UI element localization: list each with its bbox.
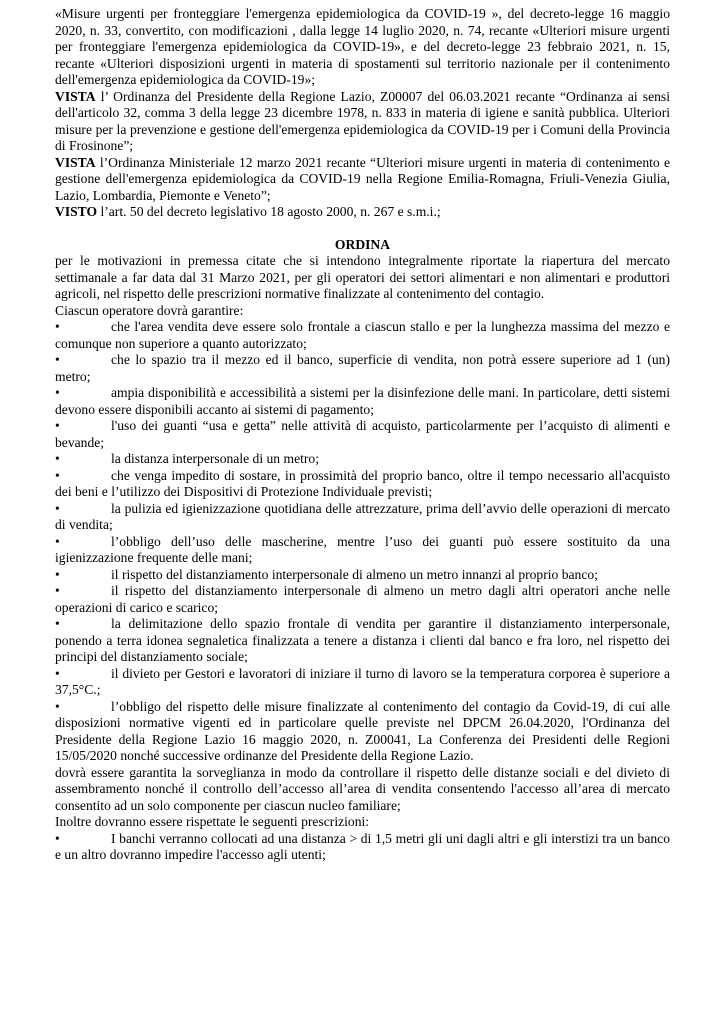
vista-label: VISTA: [55, 154, 96, 170]
list-item: •l’obbligo dell’uso delle mascherine, mentre l’uso dei guanti può essere sostituito da una igienizzazione frequente delle mani;: [55, 534, 670, 567]
operator-requirements-list: [55, 319, 670, 765]
vista-regional-ordinance: [55, 89, 670, 155]
bullet-icon: [55, 451, 111, 468]
list-item: •ampia disponibilità e accessibilità a sistemi per la disinfezione delle mani. In particolare, detti sistemi devono essere disponibili accanto ai sistemi di pagamento;: [55, 385, 670, 418]
further-prescriptions-list: [55, 831, 670, 864]
bullet-icon: [55, 616, 111, 633]
ordina-intro: per le motivazioni in premessa citate che si intendono integralmente riportate la riapertura del mercato settimanale a far data dal 31 Marzo 2021, per gli operatori dei settori alimentari e non alimentari e produttori agricoli, nel rispetto delle prescrizioni normative finalizzate al contenimento del contagio.: [55, 253, 670, 301]
list-item: •che lo spazio tra il mezzo ed il banco, superficie di vendita, non potrà essere superiore ad 1 (un) metro;: [55, 352, 670, 385]
vista-ministerial-ordinance: [55, 155, 670, 205]
vista-label: VISTA: [55, 88, 96, 104]
list-item: •il rispetto del distanziamento interpersonale di almeno un metro dagli altri operatori anche nelle operazioni di carico e scarico;: [55, 583, 670, 616]
list-item: •la distanza interpersonale di un metro;: [55, 451, 670, 468]
list-item: •che l'area vendita deve essere solo frontale a ciascun stallo e per la lunghezza massima del mezzo e comunque non superiore a quanto autorizzato;: [55, 319, 670, 352]
bullet-icon: [55, 468, 111, 485]
bullet-icon: [55, 319, 111, 336]
list-item: •il divieto per Gestori e lavoratori di iniziare il turno di lavoro se la temperatura corporea è superiore a 37,5°C.;: [55, 666, 670, 699]
ordina-heading: ORDINA: [334, 236, 391, 252]
bullet-icon: [55, 534, 111, 551]
bullet-icon: [55, 352, 111, 369]
bullet-icon: [55, 831, 111, 848]
surveillance-paragraph: dovrà essere garantita la sorveglianza in modo da controllare il rispetto delle distanze sociali e del divieto di assembramento nonché il controllo dell’accesso all’area di vendita consentendo l'accesso all’area di mercato consentito ad un solo componente per ciascun nucleo familiare;: [55, 764, 670, 813]
bullet-icon: [55, 418, 111, 435]
bullet-icon: [55, 583, 111, 600]
vista-text: l’Ordinanza Ministeriale 12 marzo 2021 recante “Ulteriori misure urgenti in materia di contenimento e gestione dell'emergenza epidemiologica da COVID-19 nella Regione Emilia-Romagna, Friuli-Venezia Giulia, Lazio, Lombardia, Piemonte e Veneto”;: [55, 154, 670, 203]
bullet-icon: [55, 699, 111, 716]
further-prescriptions-lead: Inoltre dovranno essere rispettate le seguenti prescrizioni:: [55, 814, 370, 829]
list-item: •il rispetto del distanziamento interpersonale di almeno un metro innanzi al proprio banco;: [55, 567, 670, 584]
list-item: •l’obbligo del rispetto delle misure finalizzate al contenimento del contagio da Covid-19, di cui alle disposizioni normative vigenti ed in particolare quelle previste nel DPCM 26.04.2020, l'Ordinanza del Presidente della Regione Lazio 16 maggio 2020, n. Z00041, La Conferenza dei Presidenti delle Regioni 15/05/2020 nonché successive ordinanze del Presidente della Regione Lazio.: [55, 699, 670, 765]
bullet-icon: [55, 567, 111, 584]
vista-text: l’ Ordinanza del Presidente della Regione Lazio, Z00007 del 06.03.2021 recante “Ordinanza ai sensi dell'articolo 32, comma 3 della legge 23 dicembre 1978, n. 833 in materia di igiene e sanità pubblica. Ulteriori misure per la prevenzione e gestione dell'emergenza epidemiologica da COVID-19 per i Comuni della Provincia di Frosinone”;: [55, 88, 670, 153]
list-item: •la pulizia ed igienizzazione quotidiana delle attrezzature, prima dell’avvio delle operazioni di mercato di vendita;: [55, 501, 670, 534]
list-item: •l'uso dei guanti “usa e getta” nelle attività di acquisto, particolarmente per l’acquisto di alimenti e bevande;: [55, 418, 670, 451]
visto-label: VISTO: [55, 204, 98, 219]
bullet-icon: [55, 501, 111, 518]
premise-decree-paragraph: «Misure urgenti per fronteggiare l'emergenza epidemiologica da COVID-19 », del decreto-legge 16 maggio 2020, n. 33, convertito, con modificazioni , dalla legge 14 luglio 2020, n. 74, recante «Ulteriori misure urgenti per fronteggiare l'emergenza epidemiologica da COVID-19», e del decreto-legge 23 febbraio 2021, n. 15, recante «Ulteriori disposizioni urgenti in materia di spostamenti sul territorio nazionale per il contenimento dell'emergenza epidemiologica da COVID-19»;: [55, 6, 670, 87]
bullet-icon: [55, 666, 111, 683]
list-item: •la delimitazione dello spazio frontale di vendita per garantire il distanziamento interpersonale, ponendo a terra idonea segnaletica finalizzata a tenere a distanza i clienti dal banco e fra loro, nel rispetto dei principi del distanziamento sociale;: [55, 616, 670, 666]
visto-text: l’art. 50 del decreto legislativo 18 agosto 2000, n. 267 e s.m.i.;: [97, 204, 441, 219]
list-item: •che venga impedito di sostare, in prossimità del proprio banco, oltre il tempo necessario all'acquisto dei beni e l’utilizzo dei Dispositivi di Protezione Individuale previsti;: [55, 468, 670, 501]
list-item: •I banchi verranno collocati ad una distanza > di 1,5 metri gli uni dagli altri e gli interstizi tra un banco e un altro dovranno impedire l'accesso agli utenti;: [55, 831, 670, 864]
operator-lead: Ciascun operatore dovrà garantire:: [55, 302, 244, 318]
visto-legislative-decree: [55, 204, 670, 221]
bullet-icon: [55, 385, 111, 402]
